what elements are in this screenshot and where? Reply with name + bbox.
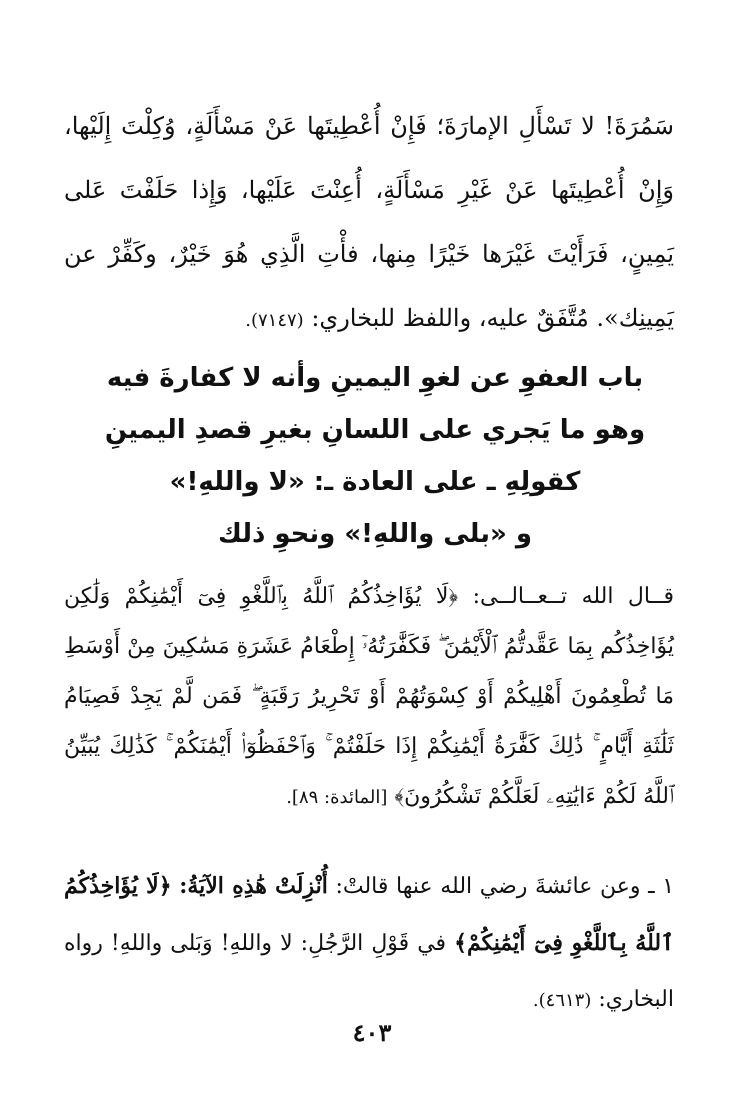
verse-intro: قــال الله تــعــالــى:: [472, 584, 674, 609]
verse-text: ﴿لَا يُؤَاخِذُكُمُ ٱللَّهُ بِٱللَّغْوِ فِىٓ أَيْمَٰنِكُمْ وَلَٰكِن يُؤَاخِذُكُم بِمَا عَقَّدتُّمُ ٱلْأَيْمَٰنَ ۖ فَكَفَّٰرَتُهُۥٓ إِطْعَامُ عَشَرَةِ مَسَٰكِينَ مِنْ أَوْسَطِ مَا تُطْعِمُونَ أَهْلِيكُمْ أَوْ كِسْوَتُهُمْ أَوْ تَحْرِيرُ رَقَبَةٍ ۖ فَمَن لَّمْ يَجِدْ فَصِيَامُ ثَلَٰثَةِ أَيَّامٍ ۚ ذَٰلِكَ كَفَّٰرَةُ أَيْمَٰنِكُمْ إِذَا حَلَفْتُمْ ۚ وَٱحْفَظُوٓا۟ أَيْمَٰنَكُمْ ۚ كَذَٰلِكَ يُبَيِّنُ ٱللَّهُ لَكُمْ ءَايَٰتِهِۦ لَعَلَّكُمْ تَشْكُرُونَ﴾: [64, 584, 674, 809]
quran-verse-paragraph: [64, 572, 674, 823]
hadith-continuation: [64, 94, 674, 353]
hadith-1-text: في قَوْلِ الرَّجُلِ: لا واللهِ! وَبَلى واللهِ! رواه البخاري:: [64, 931, 674, 1012]
hadith-1-quote: ﴿لَا يُؤَاخِذُكُمُ ٱللَّهُ بِٱللَّغْوِ فِىٓ أَيْمَٰنِكُمْ﴾: [64, 873, 674, 956]
hadith-1-reference: (٤٦١٣).: [532, 990, 592, 1011]
chapter-title-line-3: كقولِهِ ـ على العادة ـ: «لا واللهِ!»: [169, 467, 581, 497]
page-number: ٤٠٣: [352, 1018, 392, 1047]
hadith-1-intro: وعن عائشةَ رضي الله عنها قالتْ:: [335, 874, 641, 899]
hadith-continuation-text: سَمُرَةَ! لا تَسْأَلِ الإمارَةَ؛ فَإِنْ أُعْطِيتَها عَنْ مَسْأَلَةٍ، وُكِلْتَ إِلَيْها، وَإِنْ أُعْطِيتَها عَنْ غَيْرِ مَسْأَلَةٍ، أُعِنْتَ عَلَيْها، وَإِذا حَلَفْتَ عَلى يَمِينٍ، فَرَأَيْتَ غَيْرَها خَيْرًا مِنها، فأْتِ الَّذِي هُوَ خَيْرٌ، وكَفِّرْ عن يَمِينِك». مُتَّفَقٌ عليه، واللفظ للبخاري:: [64, 112, 674, 332]
hadith-continuation-reference: (٧١٤٧).: [245, 310, 304, 331]
chapter-title-line-2: وهو ما يَجري على اللسانِ بغيرِ قصدِ اليمينِ: [104, 415, 646, 445]
hadith-1-lead: أُنْزِلَتْ هَٰذِهِ الآيَةُ:: [179, 873, 328, 899]
verse-reference: [المائدة: ٨٩].: [286, 787, 388, 808]
hadith-1-paragraph: [64, 858, 674, 1029]
hadith-1-number: ١ ـ: [648, 874, 675, 899]
chapter-title-line-1: باب العفوِ عن لغوِ اليمينِ وأنه لا كفارةَ فيه: [106, 363, 644, 393]
chapter-title-line-4: و «بلى واللهِ!» ونحوِ ذلك: [218, 519, 532, 549]
